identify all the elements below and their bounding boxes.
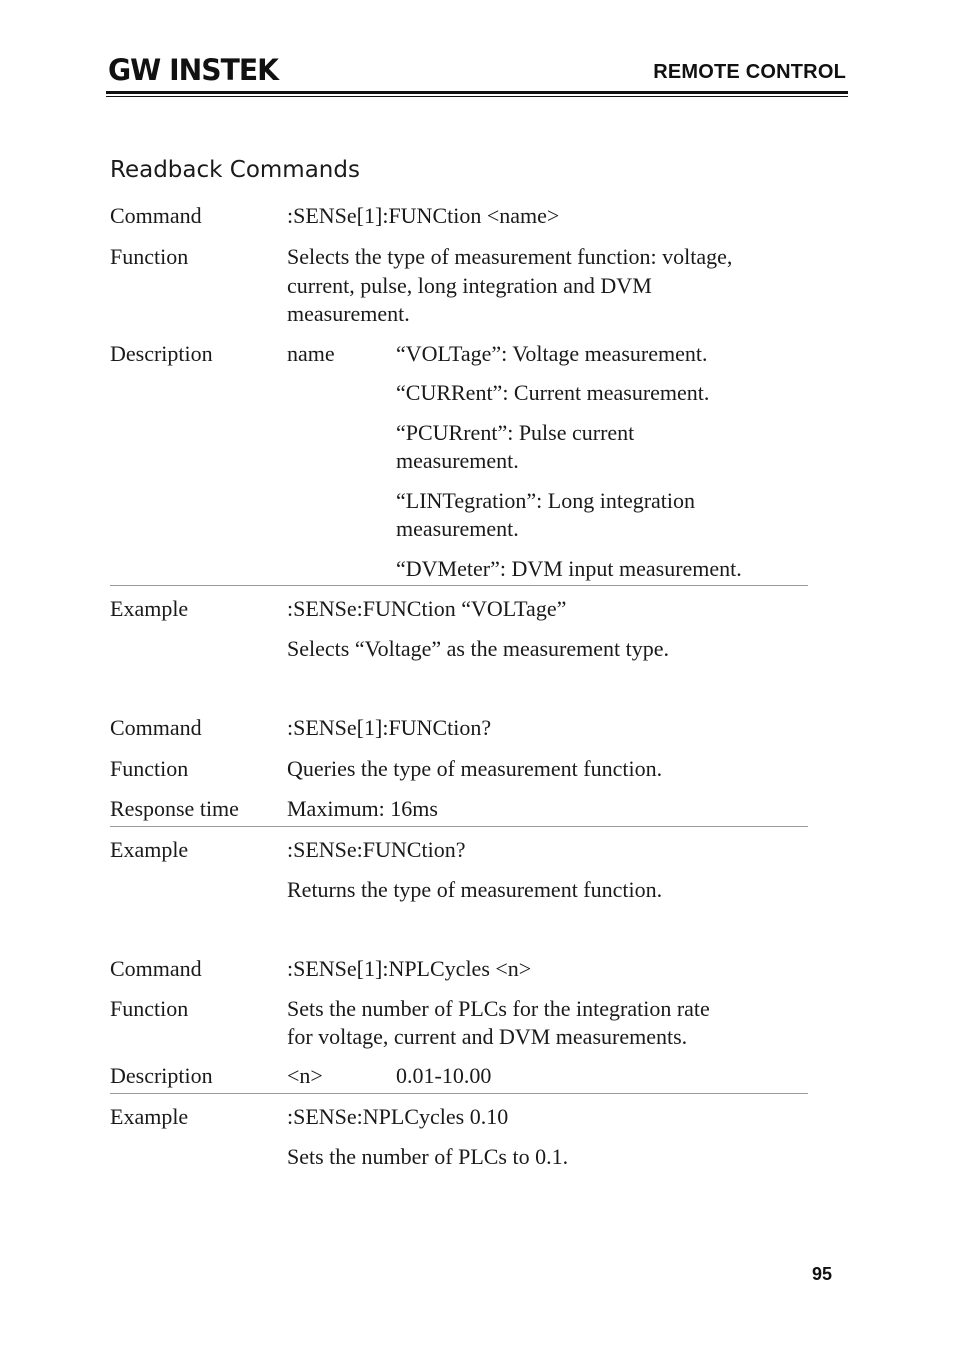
option-text: “PCURrent”: Pulse current xyxy=(396,420,635,445)
option-text: measurement. xyxy=(396,516,519,541)
function-label: Function xyxy=(110,996,189,1021)
header-rule-thin xyxy=(106,96,848,97)
page-title: Readback Commands xyxy=(110,157,360,183)
command-syntax: :SENSe[1]:FUNCtion? xyxy=(287,715,492,740)
section-header: REMOTE CONTROL xyxy=(653,61,846,83)
response-time-value: Maximum: 16ms xyxy=(287,796,438,821)
example-command: :SENSe:FUNCtion? xyxy=(287,837,466,862)
command-label: Command xyxy=(110,956,202,981)
svg-text:GW INSTEK: GW INSTEK xyxy=(108,54,280,84)
page-number: 95 xyxy=(812,1264,833,1284)
function-label: Function xyxy=(110,244,189,269)
command-syntax: :SENSe[1]:FUNCtion <name> xyxy=(287,203,560,228)
example-description: Sets the number of PLCs to 0.1. xyxy=(287,1144,569,1169)
function-text-line: measurement. xyxy=(287,301,410,326)
function-text-line: Queries the type of measurement function. xyxy=(287,756,663,781)
example-label: Example xyxy=(110,596,189,621)
option-text: “DVMeter”: DVM input measurement. xyxy=(396,556,742,581)
description-label: Description xyxy=(110,1063,213,1088)
option-text: “VOLTage”: Voltage measurement. xyxy=(396,341,708,366)
function-text-line: current, pulse, long integration and DVM xyxy=(287,273,652,298)
response-time-label: Response time xyxy=(110,796,239,821)
parameter-name: <n> xyxy=(287,1063,323,1088)
function-label: Function xyxy=(110,756,189,781)
divider xyxy=(110,826,808,827)
option-text: “LINTegration”: Long integration xyxy=(396,488,696,513)
divider xyxy=(110,1093,808,1094)
divider xyxy=(110,585,808,586)
function-text-line: Sets the number of PLCs for the integration rate xyxy=(287,996,710,1021)
description-label: Description xyxy=(110,341,213,366)
header-rule xyxy=(106,91,848,94)
example-label: Example xyxy=(110,1104,189,1129)
command-label: Command xyxy=(110,203,202,228)
command-label: Command xyxy=(110,715,202,740)
example-description: Selects “Voltage” as the measurement type. xyxy=(287,636,670,661)
parameter-name: name xyxy=(287,341,335,366)
function-text-line: for voltage, current and DVM measurements. xyxy=(287,1024,688,1049)
parameter-range: 0.01-10.00 xyxy=(396,1063,492,1088)
gw-instek-logo xyxy=(108,54,280,84)
example-command: :SENSe:NPLCycles 0.10 xyxy=(287,1104,509,1129)
example-description: Returns the type of measurement function. xyxy=(287,877,663,902)
example-label: Example xyxy=(110,837,189,862)
option-text: measurement. xyxy=(396,448,519,473)
option-text: “CURRent”: Current measurement. xyxy=(396,380,710,405)
example-command: :SENSe:FUNCtion “VOLTage” xyxy=(287,596,567,621)
command-syntax: :SENSe[1]:NPLCycles <n> xyxy=(287,956,532,981)
function-text-line: Selects the type of measurement function: voltage, xyxy=(287,244,733,269)
